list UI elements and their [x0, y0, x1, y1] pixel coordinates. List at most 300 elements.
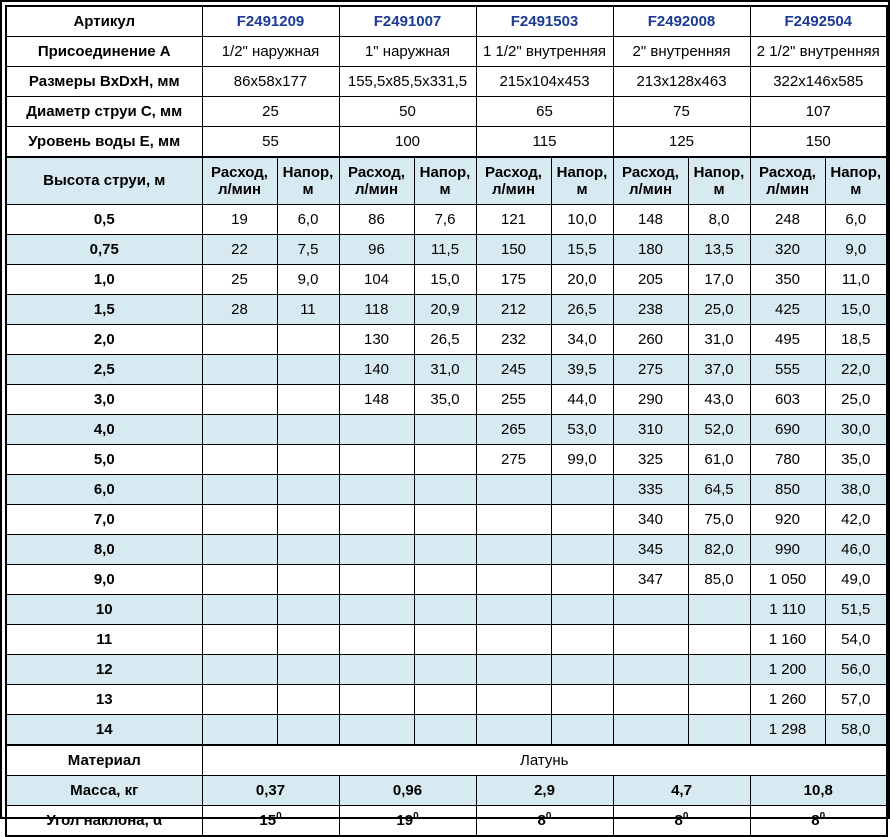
flow-value: 320 [750, 235, 825, 265]
head-value [277, 565, 339, 595]
flow-value: 118 [339, 295, 414, 325]
angle-value [750, 806, 887, 837]
spec-table [5, 5, 888, 837]
flow-value: 25 [202, 265, 277, 295]
jet-data-row [6, 385, 887, 415]
head-value [688, 625, 750, 655]
flow-value [202, 325, 277, 355]
flow-column-header [476, 157, 551, 205]
flow-value: 495 [750, 325, 825, 355]
flow-value: 1 298 [750, 715, 825, 746]
flow-value: 340 [613, 505, 688, 535]
head-value [551, 475, 613, 505]
flow-value: 245 [476, 355, 551, 385]
head-value: 46,0 [825, 535, 887, 565]
flow-value: 255 [476, 385, 551, 415]
angle-label: Угол наклона, α [6, 806, 202, 837]
flow-value [476, 685, 551, 715]
spec-value: 1/2" наружная [202, 37, 339, 67]
flow-value [202, 595, 277, 625]
flow-value [476, 535, 551, 565]
head-value [414, 595, 476, 625]
jet-header-row [6, 157, 887, 205]
head-value [277, 595, 339, 625]
spec-row [6, 37, 887, 67]
spec-value: 213x128x463 [613, 67, 750, 97]
header-line2: м [439, 181, 451, 198]
flow-value: 780 [750, 445, 825, 475]
head-value [277, 655, 339, 685]
head-value [277, 355, 339, 385]
flow-value: 130 [339, 325, 414, 355]
head-value: 9,0 [825, 235, 887, 265]
head-value: 9,0 [277, 265, 339, 295]
flow-value: 28 [202, 295, 277, 325]
head-value: 11,0 [825, 265, 887, 295]
spec-row-label: Диаметр струи C, мм [6, 97, 202, 127]
header-line1: Расход, [759, 163, 816, 181]
head-value: 6,0 [825, 205, 887, 235]
head-value: 38,0 [825, 475, 887, 505]
head-value: 26,5 [551, 295, 613, 325]
flow-value [476, 505, 551, 535]
flow-value: 212 [476, 295, 551, 325]
flow-value [339, 715, 414, 746]
mass-value: 2,9 [476, 776, 613, 806]
flow-value [202, 715, 277, 746]
flow-value [339, 625, 414, 655]
flow-value [202, 505, 277, 535]
head-value: 43,0 [688, 385, 750, 415]
head-value [551, 565, 613, 595]
flow-value [339, 595, 414, 625]
spec-row [6, 6, 887, 37]
jet-height-value: 2,5 [6, 355, 202, 385]
head-value [414, 655, 476, 685]
head-value: 7,5 [277, 235, 339, 265]
head-value: 39,5 [551, 355, 613, 385]
spec-value: 1 1/2" внутренняя [476, 37, 613, 67]
flow-value: 290 [613, 385, 688, 415]
head-value [688, 655, 750, 685]
angle-degrees: 8 [537, 811, 546, 829]
jet-height-value: 14 [6, 715, 202, 746]
jet-data-row [6, 205, 887, 235]
head-value [414, 505, 476, 535]
head-value: 35,0 [825, 445, 887, 475]
spec-value: 155,5x85,5x331,5 [339, 67, 476, 97]
head-value [277, 625, 339, 655]
header-line1: Напор, [282, 163, 334, 181]
flow-value: 86 [339, 205, 414, 235]
spec-value: 215x104x453 [476, 67, 613, 97]
jet-data-row [6, 565, 887, 595]
head-value: 13,5 [688, 235, 750, 265]
flow-value: 96 [339, 235, 414, 265]
flow-value: 1 160 [750, 625, 825, 655]
head-value: 44,0 [551, 385, 613, 415]
head-value [551, 595, 613, 625]
head-value [414, 565, 476, 595]
head-column-header [277, 157, 339, 205]
jet-data-row [6, 475, 887, 505]
head-value: 15,5 [551, 235, 613, 265]
flow-value [613, 715, 688, 746]
flow-value: 425 [750, 295, 825, 325]
header-line1: Напор, [556, 163, 608, 181]
flow-value [613, 685, 688, 715]
head-value: 15,0 [414, 265, 476, 295]
jet-height-value: 8,0 [6, 535, 202, 565]
angle-value [339, 806, 476, 837]
flow-value [202, 625, 277, 655]
flow-value: 140 [339, 355, 414, 385]
head-value: 53,0 [551, 415, 613, 445]
flow-column-header [339, 157, 414, 205]
flow-value [476, 565, 551, 595]
flow-value: 238 [613, 295, 688, 325]
flow-value: 920 [750, 505, 825, 535]
flow-value [202, 355, 277, 385]
spec-value: 55 [202, 127, 339, 158]
mass-label: Масса, кг [6, 776, 202, 806]
head-value [551, 505, 613, 535]
head-value: 31,0 [414, 355, 476, 385]
jet-data-row [6, 625, 887, 655]
jet-data-row [6, 505, 887, 535]
flow-value: 104 [339, 265, 414, 295]
flow-value: 180 [613, 235, 688, 265]
head-column-header [551, 157, 613, 205]
head-value [277, 535, 339, 565]
mass-value: 0,96 [339, 776, 476, 806]
angle-value [476, 806, 613, 837]
head-value: 61,0 [688, 445, 750, 475]
angle-row [6, 806, 887, 837]
head-value: 26,5 [414, 325, 476, 355]
head-value: 35,0 [414, 385, 476, 415]
degree-superscript: 0 [276, 810, 282, 822]
head-value: 25,0 [825, 385, 887, 415]
flow-value [476, 655, 551, 685]
head-value: 8,0 [688, 205, 750, 235]
jet-data-row [6, 265, 887, 295]
jet-header-label: Высота струи, м [6, 157, 202, 205]
flow-value [202, 475, 277, 505]
flow-value: 345 [613, 535, 688, 565]
header-line2: м [850, 181, 862, 198]
flow-value: 148 [339, 385, 414, 415]
head-value [688, 595, 750, 625]
degree-superscript: 0 [819, 810, 826, 822]
head-value: 37,0 [688, 355, 750, 385]
head-value: 7,6 [414, 205, 476, 235]
head-value [551, 715, 613, 746]
header-line1: Расход, [348, 163, 405, 181]
header-line1: Расход, [622, 163, 679, 181]
degree-superscript: 0 [413, 810, 419, 822]
head-value: 15,0 [825, 295, 887, 325]
spec-value: 2" внутренняя [613, 37, 750, 67]
flow-value [339, 505, 414, 535]
head-value: 17,0 [688, 265, 750, 295]
flow-value [202, 385, 277, 415]
spec-value: 100 [339, 127, 476, 158]
spec-row [6, 67, 887, 97]
spec-table-body [6, 6, 887, 836]
mass-value: 0,37 [202, 776, 339, 806]
jet-data-row [6, 325, 887, 355]
header-line2: л/мин [354, 181, 399, 198]
flow-value: 990 [750, 535, 825, 565]
head-value [688, 715, 750, 746]
spec-value: 322x146x585 [750, 67, 887, 97]
head-column-header [825, 157, 887, 205]
flow-value [476, 625, 551, 655]
mass-value: 4,7 [613, 776, 750, 806]
head-value: 82,0 [688, 535, 750, 565]
flow-value: 248 [750, 205, 825, 235]
flow-value: 335 [613, 475, 688, 505]
head-value [277, 325, 339, 355]
flow-value [339, 565, 414, 595]
flow-value [339, 415, 414, 445]
flow-value: 148 [613, 205, 688, 235]
header-line1: Расход, [211, 163, 268, 181]
head-value [414, 685, 476, 715]
jet-height-value: 12 [6, 655, 202, 685]
flow-column-header [750, 157, 825, 205]
jet-height-value: 13 [6, 685, 202, 715]
header-line2: л/мин [491, 181, 536, 198]
head-value: 75,0 [688, 505, 750, 535]
flow-value: 690 [750, 415, 825, 445]
head-value: 52,0 [688, 415, 750, 445]
spec-value: 115 [476, 127, 613, 158]
head-value: 11,5 [414, 235, 476, 265]
flow-value [202, 535, 277, 565]
spec-value: 125 [613, 127, 750, 158]
spec-row-label: Уровень воды E, мм [6, 127, 202, 158]
head-value [551, 685, 613, 715]
header-line1: Напор, [693, 163, 745, 181]
spec-value: 86x58x177 [202, 67, 339, 97]
jet-height-value: 10 [6, 595, 202, 625]
jet-height-value: 7,0 [6, 505, 202, 535]
jet-data-row [6, 655, 887, 685]
head-value [414, 625, 476, 655]
article-number: F2492008 [613, 6, 750, 37]
head-value: 10,0 [551, 205, 613, 235]
spec-value: 25 [202, 97, 339, 127]
head-value [551, 535, 613, 565]
head-value: 57,0 [825, 685, 887, 715]
mass-value: 10,8 [750, 776, 887, 806]
head-value [688, 685, 750, 715]
spec-row [6, 97, 887, 127]
jet-data-row [6, 535, 887, 565]
header-line1: Расход, [485, 163, 542, 181]
flow-value: 1 260 [750, 685, 825, 715]
flow-value [202, 685, 277, 715]
spec-row-label: Артикул [6, 6, 202, 37]
head-value: 20,9 [414, 295, 476, 325]
flow-column-header [202, 157, 277, 205]
jet-height-value: 9,0 [6, 565, 202, 595]
flow-value [476, 475, 551, 505]
flow-value: 325 [613, 445, 688, 475]
flow-value: 555 [750, 355, 825, 385]
jet-data-row [6, 235, 887, 265]
flow-value [339, 475, 414, 505]
header-line2: м [713, 181, 725, 198]
jet-height-value: 2,0 [6, 325, 202, 355]
material-label: Материал [6, 745, 202, 776]
spec-row-label: Присоединение A [6, 37, 202, 67]
flow-value: 310 [613, 415, 688, 445]
article-number: F2491007 [339, 6, 476, 37]
jet-data-row [6, 355, 887, 385]
article-number: F2492504 [750, 6, 887, 37]
head-value [414, 415, 476, 445]
jet-height-value: 4,0 [6, 415, 202, 445]
jet-data-row [6, 415, 887, 445]
angle-value [202, 806, 339, 837]
spec-value: 75 [613, 97, 750, 127]
head-value: 25,0 [688, 295, 750, 325]
jet-height-value: 1,5 [6, 295, 202, 325]
head-value [277, 475, 339, 505]
jet-height-value: 0,75 [6, 235, 202, 265]
head-value: 22,0 [825, 355, 887, 385]
head-value: 51,5 [825, 595, 887, 625]
flow-value [202, 445, 277, 475]
flow-value [339, 535, 414, 565]
flow-value [202, 415, 277, 445]
flow-value [476, 715, 551, 746]
spec-value: 2 1/2" внутренняя [750, 37, 887, 67]
head-value [277, 505, 339, 535]
jet-data-row [6, 295, 887, 325]
jet-height-value: 5,0 [6, 445, 202, 475]
jet-height-value: 11 [6, 625, 202, 655]
head-value: 6,0 [277, 205, 339, 235]
head-value: 20,0 [551, 265, 613, 295]
spec-value: 65 [476, 97, 613, 127]
head-value [277, 415, 339, 445]
head-value: 99,0 [551, 445, 613, 475]
head-value [277, 445, 339, 475]
head-value [551, 625, 613, 655]
flow-value: 121 [476, 205, 551, 235]
head-value: 54,0 [825, 625, 887, 655]
header-line2: л/мин [628, 181, 673, 198]
flow-value: 19 [202, 205, 277, 235]
angle-degrees: 8 [674, 811, 683, 829]
spec-value: 1" наружная [339, 37, 476, 67]
head-value: 30,0 [825, 415, 887, 445]
header-line2: м [302, 181, 314, 198]
header-line1: Напор, [419, 163, 471, 181]
flow-value: 603 [750, 385, 825, 415]
head-value: 11 [277, 295, 339, 325]
flow-value: 265 [476, 415, 551, 445]
head-value [277, 685, 339, 715]
flow-value [613, 625, 688, 655]
flow-value: 150 [476, 235, 551, 265]
flow-value: 347 [613, 565, 688, 595]
flow-value [613, 655, 688, 685]
flow-value: 1 050 [750, 565, 825, 595]
flow-value [202, 565, 277, 595]
flow-value: 1 200 [750, 655, 825, 685]
head-value: 34,0 [551, 325, 613, 355]
flow-value [339, 655, 414, 685]
article-number: F2491209 [202, 6, 339, 37]
flow-value [202, 655, 277, 685]
head-value [414, 445, 476, 475]
jet-height-value: 1,0 [6, 265, 202, 295]
flow-value: 232 [476, 325, 551, 355]
spec-row [6, 127, 887, 158]
flow-value: 350 [750, 265, 825, 295]
jet-data-row [6, 715, 887, 746]
flow-value: 850 [750, 475, 825, 505]
head-value: 58,0 [825, 715, 887, 746]
jet-height-value: 0,5 [6, 205, 202, 235]
spec-value: 107 [750, 97, 887, 127]
flow-value: 22 [202, 235, 277, 265]
head-value: 64,5 [688, 475, 750, 505]
head-value: 85,0 [688, 565, 750, 595]
flow-value [339, 445, 414, 475]
material-value: Латунь [202, 745, 887, 776]
header-line1: Напор, [830, 163, 882, 181]
jet-data-row [6, 685, 887, 715]
degree-superscript: 0 [545, 810, 552, 822]
head-value [414, 535, 476, 565]
head-column-header [414, 157, 476, 205]
header-line2: л/мин [765, 181, 810, 198]
angle-degrees: 8 [811, 811, 820, 829]
flow-value [339, 685, 414, 715]
flow-value [476, 595, 551, 625]
head-value [551, 655, 613, 685]
flow-value: 175 [476, 265, 551, 295]
head-value: 56,0 [825, 655, 887, 685]
header-line2: м [576, 181, 588, 198]
head-value: 31,0 [688, 325, 750, 355]
flow-value: 205 [613, 265, 688, 295]
material-row [6, 745, 887, 776]
head-value [414, 715, 476, 746]
head-value: 49,0 [825, 565, 887, 595]
head-value [277, 385, 339, 415]
head-value: 42,0 [825, 505, 887, 535]
jet-data-row [6, 445, 887, 475]
head-value: 18,5 [825, 325, 887, 355]
flow-column-header [613, 157, 688, 205]
spec-value: 150 [750, 127, 887, 158]
header-line2: л/мин [217, 181, 262, 198]
jet-data-row [6, 595, 887, 625]
head-column-header [688, 157, 750, 205]
flow-value [613, 595, 688, 625]
article-number: F2491503 [476, 6, 613, 37]
angle-degrees: 15 [259, 811, 277, 829]
spec-value: 50 [339, 97, 476, 127]
angle-degrees: 19 [396, 811, 414, 829]
